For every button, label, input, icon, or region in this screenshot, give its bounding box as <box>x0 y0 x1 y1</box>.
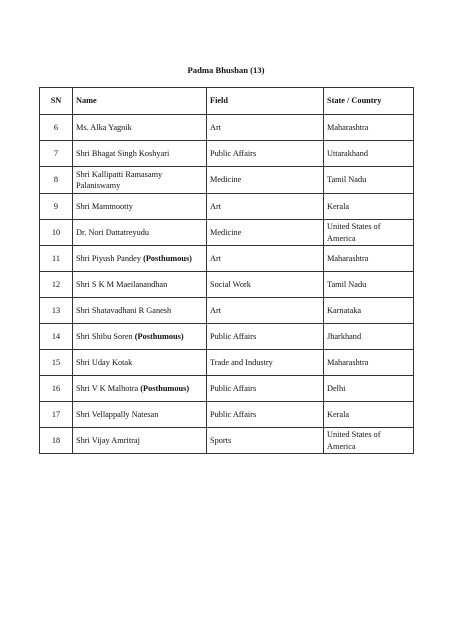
cell-field: Sports <box>207 428 324 454</box>
cell-name <box>73 376 207 402</box>
cell-sn: 14 <box>40 324 73 350</box>
cell-sn: 15 <box>40 350 73 376</box>
table-row <box>40 350 414 376</box>
cell-sn: 10 <box>40 220 73 246</box>
cell-name <box>73 194 207 220</box>
cell-state: Maharashtra <box>324 115 414 141</box>
table-row <box>40 246 414 272</box>
awardee-name: Dr. Nori Dattatreyudu <box>76 227 150 237</box>
cell-state: Uttarakhand <box>324 141 414 167</box>
awardee-name: Shri Shatavadhani R Ganesh <box>76 305 172 315</box>
cell-name <box>73 246 207 272</box>
awardee-name: Ms. Alka Yagnik <box>76 122 132 132</box>
header-name: Name <box>73 88 207 115</box>
cell-field: Medicine <box>207 167 324 194</box>
cell-state: Kerala <box>324 194 414 220</box>
awardee-name: Shri Kallipatti Ramasamy Palaniswamy <box>76 169 163 190</box>
cell-name <box>73 324 207 350</box>
awardee-name: Shri Shibu Soren <box>76 331 133 341</box>
cell-sn: 18 <box>40 428 73 454</box>
posthumous-label: (Posthumous) <box>143 253 192 263</box>
awardee-name: Shri Piyush Pandey <box>76 253 141 263</box>
cell-field: Public Affairs <box>207 402 324 428</box>
cell-name <box>73 298 207 324</box>
table-row <box>40 167 414 194</box>
cell-state: United States of America <box>324 220 414 246</box>
table-body <box>40 115 414 454</box>
cell-state: Tamil Nadu <box>324 272 414 298</box>
header-field: Field <box>207 88 324 115</box>
cell-field: Public Affairs <box>207 141 324 167</box>
table-header-row <box>40 88 414 115</box>
cell-sn: 7 <box>40 141 73 167</box>
awardee-name: Shri Uday Kotak <box>76 357 133 367</box>
cell-field: Art <box>207 194 324 220</box>
cell-state: Delhi <box>324 376 414 402</box>
cell-field: Public Affairs <box>207 324 324 350</box>
table-row <box>40 428 414 454</box>
posthumous-label: (Posthumous) <box>140 383 190 393</box>
awardee-name: Shri S K M Maeilanandhan <box>76 279 168 289</box>
cell-name <box>73 272 207 298</box>
cell-field: Public Affairs <box>207 376 324 402</box>
awardee-name: Shri Mammootty <box>76 201 133 211</box>
cell-name <box>73 141 207 167</box>
cell-name <box>73 167 207 194</box>
table-row <box>40 272 414 298</box>
cell-name <box>73 402 207 428</box>
cell-field: Trade and Industry <box>207 350 324 376</box>
table-row <box>40 376 414 402</box>
cell-name <box>73 350 207 376</box>
posthumous-label: (Posthumous) <box>134 331 184 341</box>
cell-state: Karnataka <box>324 298 414 324</box>
cell-sn: 13 <box>40 298 73 324</box>
cell-state: Maharashtra <box>324 350 414 376</box>
cell-state: United States of America <box>324 428 414 454</box>
cell-state: Maharashtra <box>324 246 414 272</box>
header-sn: SN <box>40 88 73 115</box>
cell-field: Art <box>207 115 324 141</box>
cell-state: Tamil Nadu <box>324 167 414 194</box>
cell-field: Medicine <box>207 220 324 246</box>
table-row <box>40 324 414 350</box>
awardee-name: Shri Vijay Amritraj <box>76 435 140 445</box>
table-row <box>40 402 414 428</box>
cell-sn: 12 <box>40 272 73 298</box>
table-row <box>40 220 414 246</box>
cell-sn: 6 <box>40 115 73 141</box>
awardee-name: Shri V K Malhotra <box>76 383 139 393</box>
cell-name <box>73 428 207 454</box>
cell-sn: 11 <box>40 246 73 272</box>
cell-field: Art <box>207 298 324 324</box>
cell-name <box>73 220 207 246</box>
cell-sn: 8 <box>40 167 73 194</box>
page-title: Padma Bhushan (13) <box>187 65 265 75</box>
cell-sn: 9 <box>40 194 73 220</box>
cell-state: Kerala <box>324 402 414 428</box>
cell-name <box>73 115 207 141</box>
header-state: State / Country <box>324 88 414 115</box>
awards-table <box>39 87 414 454</box>
cell-sn: 17 <box>40 402 73 428</box>
table-row <box>40 194 414 220</box>
table-row <box>40 115 414 141</box>
cell-sn: 16 <box>40 376 73 402</box>
awardee-name: Shri Vellappally Natesan <box>76 409 159 419</box>
cell-field: Art <box>207 246 324 272</box>
cell-state: Jharkhand <box>324 324 414 350</box>
awardee-name: Shri Bhagat Singh Koshyari <box>76 148 170 158</box>
cell-field: Social Work <box>207 272 324 298</box>
table-row <box>40 298 414 324</box>
table-row <box>40 141 414 167</box>
